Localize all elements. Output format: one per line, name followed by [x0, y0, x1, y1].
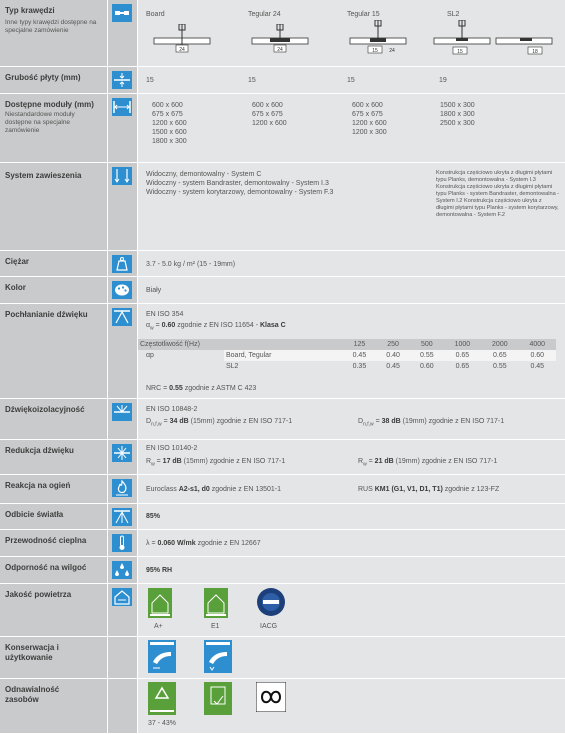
thickness-sl2: 19	[439, 77, 447, 84]
thickness-title: Grubość płyty (mm)	[5, 73, 81, 82]
row-air-quality	[0, 584, 565, 637]
row-insulation	[0, 399, 565, 440]
module-item: 675 x 675	[352, 111, 383, 118]
module-item: 1200 x 300	[352, 129, 387, 136]
color-title: Kolor	[5, 283, 26, 292]
cleaning-spray-icon	[148, 640, 176, 673]
equals-sign: =	[366, 458, 375, 465]
table-row	[138, 361, 556, 372]
reduction-note-19: (19mm) zgodnie z EN ISO 717-1	[393, 458, 498, 465]
light-title: Odbicie światła	[5, 510, 64, 519]
row-weight	[0, 251, 565, 277]
suspension-sl2-systems: Konstrukcja częściowo ukryta z długimi płytami typu Planks, demontowalna - System I.3 Konstrukcja częściowo ukryta z długimi płytami typu Planks - system Bandraster, demontowalna - System I.2 Konstrukcja częściowo ukryta z długimi płytami typu Planks - system korytarzowy, demontowalna - System F.2	[436, 170, 560, 218]
board-dim: 24	[179, 47, 185, 53]
fire-rus-standard: zgodnie z 123-FZ	[442, 486, 500, 493]
row-name: Board, Tegular	[224, 350, 343, 361]
edge-type-sl2: SL2	[447, 11, 460, 18]
d-symbol: D	[146, 418, 152, 425]
thermal-standard: zgodnie z EN 12667	[195, 540, 261, 547]
module-item: 1200 x 600	[252, 120, 287, 127]
cleaning-wipe-icon	[204, 640, 232, 673]
thickness-tegular15: 15	[347, 77, 355, 84]
reduction-standard: EN ISO 10140-2	[146, 445, 198, 452]
row-edge-type	[0, 0, 565, 67]
sl2-edge-drawing	[432, 20, 556, 60]
fire-rus-label: RUS	[358, 486, 375, 493]
row-reduction	[0, 440, 565, 475]
reduction-title: Redukcja dźwięku	[5, 446, 74, 455]
freq-header: 2000	[481, 339, 518, 350]
fire-rus-value: KM1 (G1, V1, D1, T1)	[374, 486, 443, 493]
reduction-19mm	[358, 457, 497, 469]
r-subscript: w	[151, 461, 155, 468]
water-drops-icon	[112, 561, 132, 579]
module-item: 1800 x 300	[440, 111, 475, 118]
row-name: SL2	[224, 361, 343, 372]
epd-label-icon	[204, 682, 232, 715]
alpha-symbol: α	[146, 322, 151, 329]
insulation-standard: EN ISO 10848-2	[146, 406, 198, 413]
recycled-content-icon	[148, 682, 176, 715]
insulation-title: Dźwiękoizolacyjność	[5, 405, 85, 414]
row-thermal	[0, 530, 565, 557]
insulation-value-19: 38 dB	[381, 418, 401, 425]
table-cell: 0.55	[481, 361, 518, 372]
suspension-system-c: Widoczny, demontowalny - System C	[146, 171, 262, 178]
tegular24-edge-drawing	[250, 24, 310, 60]
r-subscript: w	[363, 461, 367, 468]
air-quality-title: Jakość powietrza	[5, 590, 72, 599]
module-item: 1500 x 600	[152, 129, 187, 136]
modules-col-board	[152, 101, 187, 146]
cradle-to-cradle-icon	[256, 682, 286, 712]
module-item: 600 x 600	[352, 102, 383, 109]
row-suspension	[0, 163, 565, 251]
fire-rus	[358, 485, 499, 494]
module-item: 2500 x 300	[440, 120, 475, 127]
fire-icon	[112, 479, 132, 497]
modules-title: Dostępne moduły (mm)	[5, 100, 94, 109]
aw-class: Klasa C	[259, 322, 286, 329]
weight-title: Ciężar	[5, 257, 30, 266]
absorption-frequency-table	[138, 339, 556, 372]
row-color	[0, 277, 565, 304]
row-modules	[0, 94, 565, 163]
sound-absorption-icon	[112, 308, 132, 326]
sound-reduction-icon	[112, 444, 132, 462]
edge-type-note: Inne typy krawędzi dostępne na specjalne zamówienie	[5, 19, 97, 34]
table-cell: 0.45	[343, 350, 377, 361]
table-row	[138, 350, 556, 361]
row-thickness	[0, 67, 565, 94]
thermal-line	[146, 539, 261, 548]
weight-icon	[112, 255, 132, 273]
alpha-p-symbol: αp	[138, 350, 224, 361]
insulation-note-19: (19mm) zgodnie z EN ISO 717-1	[400, 418, 505, 425]
insulation-15mm	[146, 417, 292, 429]
absorption-title: Pochłanianie dźwięku	[5, 310, 88, 319]
table-cell: 0.35	[343, 361, 377, 372]
iacg-caption: IACG	[260, 623, 278, 630]
aw-standard: zgodnie z EN ISO 11654 -	[175, 322, 260, 329]
iacg-seal-icon	[256, 587, 286, 617]
palette-icon	[112, 281, 132, 299]
module-item: 600 x 600	[252, 102, 283, 109]
module-item: 600 x 600	[152, 102, 183, 109]
e1-caption: E1	[211, 623, 220, 630]
lambda-symbol: λ =	[146, 540, 158, 547]
frequency-label: Częstotliwość f(Hz)	[138, 339, 343, 350]
module-item: 675 x 675	[252, 111, 283, 118]
module-item: 675 x 675	[152, 111, 183, 118]
aw-equals: =	[153, 322, 162, 329]
fire-euroclass	[146, 485, 281, 494]
thermal-title: Przewodność cieplna	[5, 536, 87, 545]
nrc-standard: zgodnie z ASTM C 423	[182, 385, 257, 392]
freq-header: 500	[410, 339, 444, 350]
module-item: 1200 x 600	[352, 120, 387, 127]
thermal-value: 0.060 W/mk	[157, 540, 196, 547]
edge-profile-icon	[112, 4, 132, 22]
tegular24-dim: 24	[277, 47, 283, 53]
light-value: 85%	[146, 513, 161, 520]
reduction-value-15: 17 dB	[162, 458, 182, 465]
absorption-standard: EN ISO 354	[146, 311, 184, 318]
alpha-subscript: w	[150, 325, 154, 332]
modules-col-sl2	[440, 101, 475, 128]
edge-type-board: Board	[146, 11, 165, 18]
suspension-title: System zawieszenia	[5, 171, 82, 180]
house-icon	[112, 588, 132, 606]
d-symbol: D	[358, 418, 364, 425]
color-value: Biały	[146, 287, 162, 294]
module-item: 1500 x 300	[440, 102, 475, 109]
d-subscript: n,f,w	[151, 421, 162, 428]
maintenance-title: Konserwacja i użytkowanie	[5, 643, 59, 662]
absorption-aw-line	[146, 321, 286, 333]
modules-col-tegular15	[352, 101, 387, 137]
equals-sign: =	[373, 418, 382, 425]
aw-value: 0.60	[161, 322, 176, 329]
table-cell: 0.65	[444, 361, 481, 372]
table-cell: 0.60	[410, 361, 444, 372]
tegular15-edge-drawing	[348, 20, 408, 60]
edge-type-title: Typ krawędzi	[5, 6, 55, 15]
humidity-value: 95% RH	[146, 567, 173, 574]
tegular15-dim-a: 15	[372, 48, 378, 54]
module-item: 1200 x 600	[152, 120, 187, 127]
a-plus-caption: A+	[154, 623, 163, 630]
row-humidity	[0, 557, 565, 584]
reduction-15mm	[146, 457, 285, 469]
thickness-icon	[112, 71, 132, 89]
module-item: 1800 x 300	[152, 138, 187, 145]
row-absorption	[0, 304, 565, 399]
nrc-line	[146, 384, 256, 393]
fire-euroclass-label: Euroclass	[146, 486, 179, 493]
thickness-board: 15	[146, 77, 154, 84]
suspension-icon	[112, 167, 132, 185]
freq-header: 125	[343, 339, 377, 350]
nrc-value: 0.55	[169, 385, 183, 392]
sl2-dim-a: 15	[457, 49, 463, 55]
insulation-note-15: (15mm) zgodnie z EN ISO 717-1	[188, 418, 293, 425]
r-symbol: R	[358, 458, 364, 465]
e1-label-icon	[204, 588, 228, 618]
insulation-value-15: 34 dB	[169, 418, 189, 425]
sound-insulation-icon	[112, 403, 132, 421]
edge-type-tegular24: Tegular 24	[248, 11, 281, 18]
table-cell: 0.60	[519, 350, 556, 361]
freq-header: 250	[376, 339, 410, 350]
table-cell: 0.45	[519, 361, 556, 372]
light-reflection-icon	[112, 508, 132, 526]
fire-euroclass-value: A2-s1, d0	[178, 486, 210, 493]
recycled-percent: 37 - 43%	[148, 720, 177, 727]
thickness-tegular24: 15	[248, 77, 256, 84]
equals-sign: =	[154, 458, 163, 465]
tegular15-dim-b: 24	[389, 48, 395, 54]
board-edge-drawing	[152, 24, 212, 60]
renewable-title: Odnawialność zasobów	[5, 685, 60, 704]
suspension-system-i3: Widoczny - system Bandraster, demontowalny - System I.3	[146, 180, 329, 187]
fire-title: Reakcja na ogień	[5, 481, 71, 490]
modules-col-tegular24	[252, 101, 287, 128]
suspension-system-f3: Widoczny - system korytarzowy, demontowalny - System F.3	[146, 189, 334, 196]
weight-value: 3.7 - 5.0 kg / m² (15 - 19mm)	[146, 261, 236, 268]
humidity-title: Odporność na wilgoć	[5, 563, 87, 572]
modules-note: Niestandardowe moduły dostępne na specjalne zamówienie	[5, 111, 75, 134]
d-subscript: n,f,w	[363, 421, 374, 428]
insulation-19mm	[358, 417, 504, 429]
table-cell: 0.65	[481, 350, 518, 361]
freq-header: 4000	[519, 339, 556, 350]
sl2-dim-b: 18	[532, 49, 538, 55]
fire-euroclass-standard: zgodnie z EN 13501-1	[209, 486, 282, 493]
reduction-note-15: (15mm) zgodnie z EN ISO 717-1	[181, 458, 286, 465]
equals-sign: =	[161, 418, 170, 425]
r-symbol: R	[146, 458, 152, 465]
edge-type-tegular15: Tegular 15	[347, 11, 380, 18]
table-cell: 0.45	[376, 361, 410, 372]
table-cell: 0.40	[376, 350, 410, 361]
a-plus-label-icon	[148, 588, 172, 618]
freq-header: 1000	[444, 339, 481, 350]
row-maintenance	[0, 637, 565, 679]
thermometer-icon	[112, 534, 132, 552]
reduction-value-19: 21 dB	[374, 458, 394, 465]
row-light-reflection	[0, 504, 565, 530]
row-fire	[0, 475, 565, 504]
nrc-label: NRC =	[146, 385, 170, 392]
modules-width-icon	[112, 98, 132, 116]
table-cell: 0.55	[410, 350, 444, 361]
row-renewable	[0, 679, 565, 734]
table-cell: 0.65	[444, 350, 481, 361]
